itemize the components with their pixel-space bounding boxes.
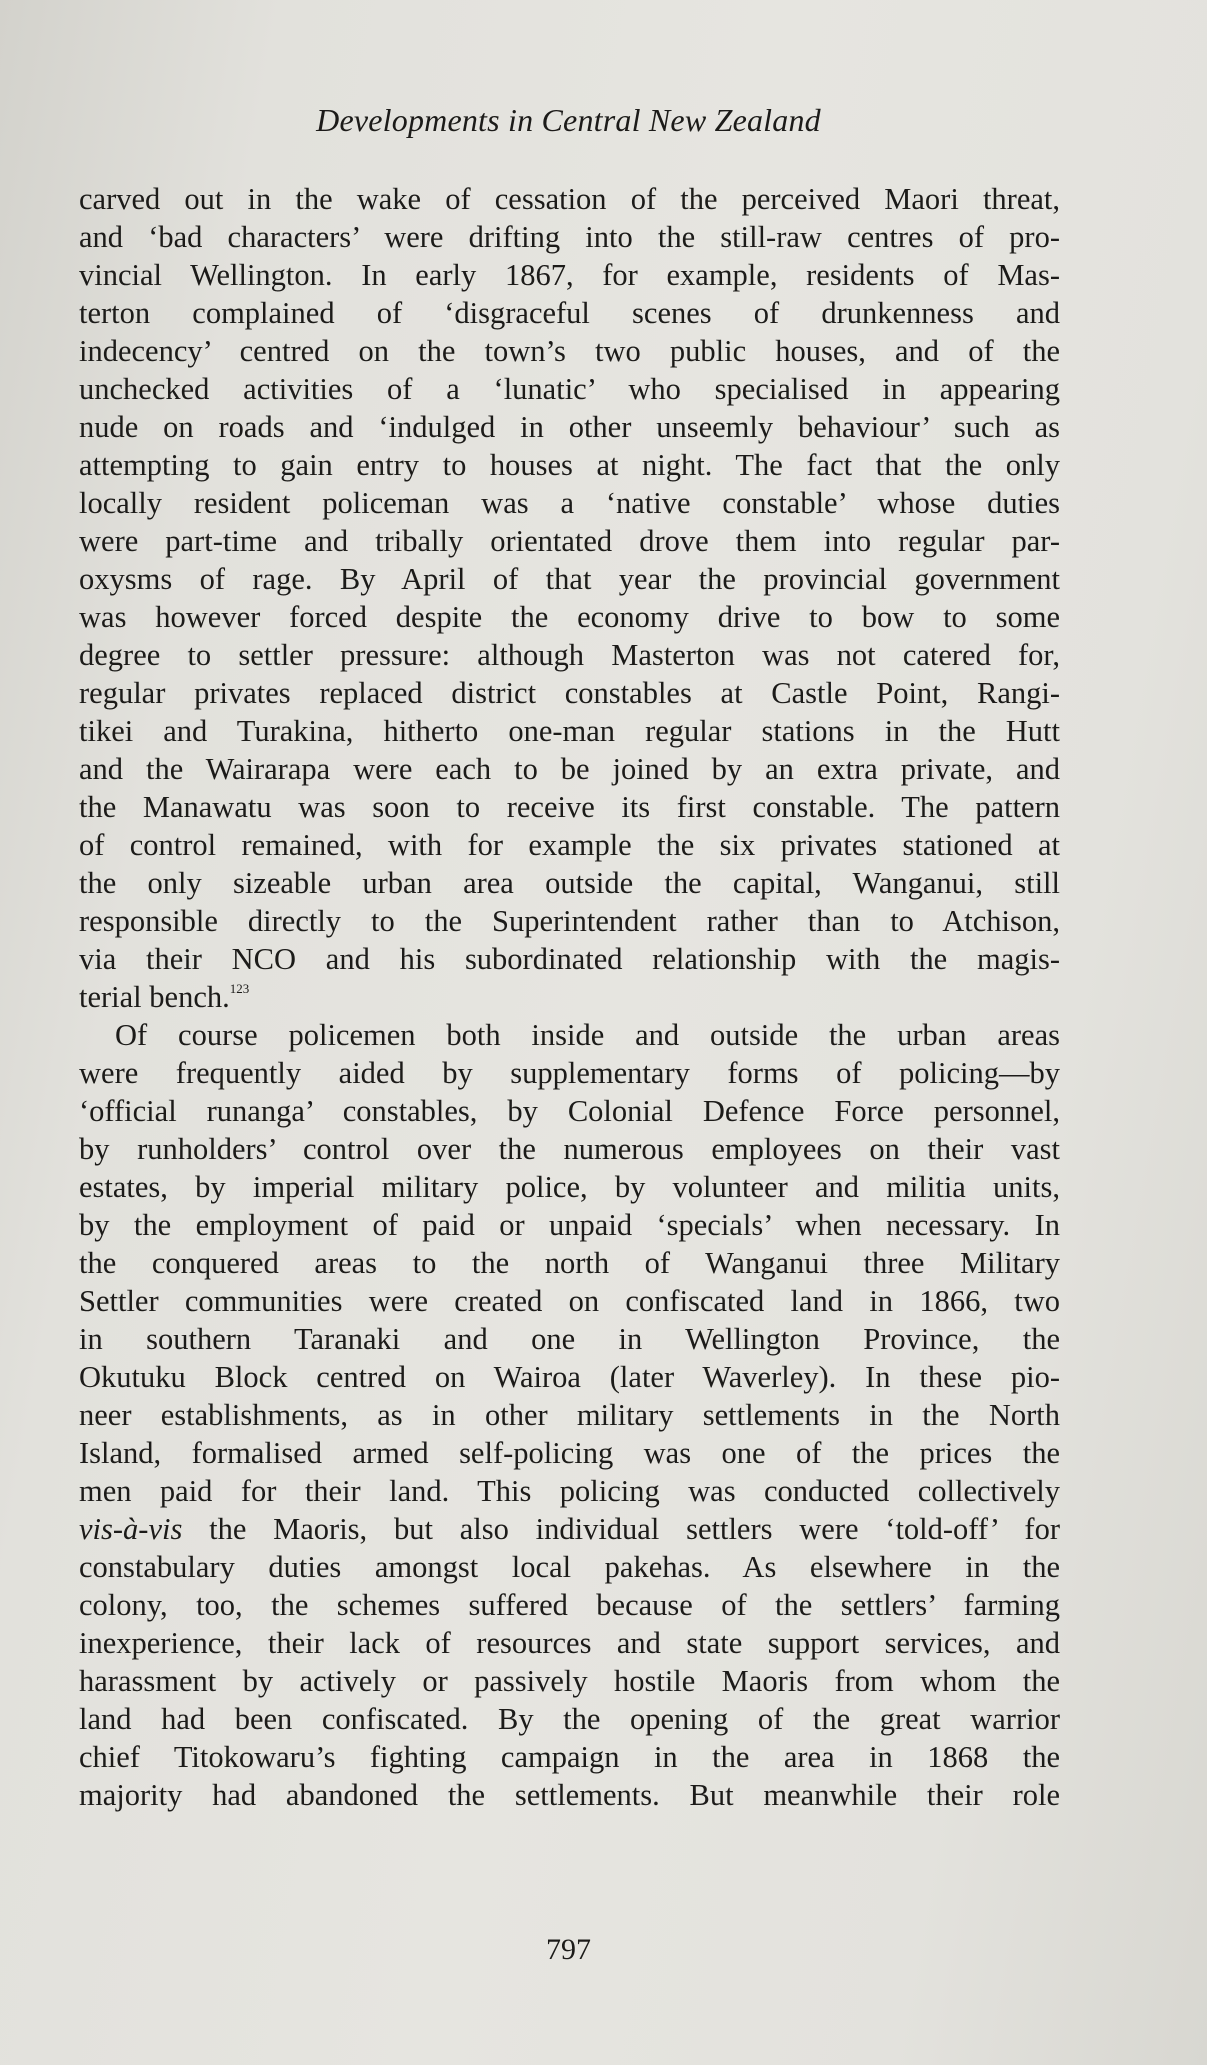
- text-line: Island, formalised armed self-policing was one of the prices the: [79, 1436, 1060, 1470]
- text-line: unchecked activities of a ‘lunatic’ who specialised in appearing: [79, 372, 1060, 406]
- running-head: Developments in Central New Zealand: [316, 102, 821, 138]
- text-line: colony, too, the schemes suffered because of the settlers’ farming: [79, 1588, 1060, 1622]
- text-line: majority had abandoned the settlements. But meanwhile their role: [79, 1778, 1060, 1812]
- text-line: regular privates replaced district constables at Castle Point, Rangi-: [79, 676, 1060, 710]
- text-line: vincial Wellington. In early 1867, for example, residents of Mas-: [79, 258, 1060, 292]
- text-line: [79, 978, 1060, 1016]
- text-line: inexperience, their lack of resources and state support services, and: [79, 1626, 1060, 1660]
- text-line: responsible directly to the Superintendent rather than to Atchison,: [79, 904, 1060, 938]
- text-line: locally resident policeman was a ‘native constable’ whose duties: [79, 486, 1060, 520]
- text-line: and ‘bad characters’ were drifting into the still-raw centres of pro-: [79, 220, 1060, 254]
- text-line: ‘official runanga’ constables, by Colonial Defence Force personnel,: [79, 1094, 1060, 1128]
- page-number: 797: [546, 1933, 591, 1966]
- text-line: of control remained, with for example the six privates stationed at: [79, 828, 1060, 862]
- italic-phrase: vis-à-vis: [79, 1512, 183, 1546]
- text-line: terton complained of ‘disgraceful scenes of drunkenness and: [79, 296, 1060, 330]
- body-text: [79, 180, 1060, 1814]
- text-line: constabulary duties amongst local pakehas. As elsewhere in the: [79, 1550, 1060, 1584]
- text-line: estates, by imperial military police, by volunteer and militia units,: [79, 1170, 1060, 1204]
- text-line: Of course policemen both inside and outside the urban areas: [115, 1018, 1060, 1052]
- text-fragment: the Maoris, but also individual settlers were ‘told-off’ for: [182, 1512, 1060, 1546]
- text-line: chief Titokowaru’s fighting campaign in the area in 1868 the: [79, 1740, 1060, 1774]
- text-line: Settler communities were created on confiscated land in 1866, two: [79, 1284, 1060, 1318]
- text-line: Okutuku Block centred on Wairoa (later Waverley). In these pio-: [79, 1360, 1060, 1394]
- text-line: carved out in the wake of cessation of the perceived Maori threat,: [79, 182, 1060, 216]
- text-line: neer establishments, as in other military settlements in the North: [79, 1398, 1060, 1432]
- text-line: degree to settler pressure: although Masterton was not catered for,: [79, 638, 1060, 672]
- text-line: [79, 1510, 1060, 1548]
- text-line: attempting to gain entry to houses at night. The fact that the only: [79, 448, 1060, 482]
- text-fragment: terial bench.: [79, 980, 230, 1014]
- text-line: the only sizeable urban area outside the capital, Wanganui, still: [79, 866, 1060, 900]
- text-line: land had been confiscated. By the opening of the great warrior: [79, 1702, 1060, 1736]
- text-line: were frequently aided by supplementary forms of policing—by: [79, 1056, 1060, 1090]
- text-line: via their NCO and his subordinated relationship with the magis-: [79, 942, 1060, 976]
- text-line: tikei and Turakina, hitherto one-man regular stations in the Hutt: [79, 714, 1060, 748]
- text-line: oxysms of rage. By April of that year the provincial government: [79, 562, 1060, 596]
- paragraph-1: [79, 180, 1060, 1016]
- text-line: the Manawatu was soon to receive its first constable. The pattern: [79, 790, 1060, 824]
- text-line: the conquered areas to the north of Wanganui three Military: [79, 1246, 1060, 1280]
- paragraph-2: [79, 1016, 1060, 1814]
- text-line: in southern Taranaki and one in Wellington Province, the: [79, 1322, 1060, 1356]
- text-line: by runholders’ control over the numerous employees on their vast: [79, 1132, 1060, 1166]
- text-line: by the employment of paid or unpaid ‘specials’ when necessary. In: [79, 1208, 1060, 1242]
- footnote-reference: 123: [229, 981, 250, 996]
- text-line: men paid for their land. This policing was conducted collectively: [79, 1474, 1060, 1508]
- text-line: were part-time and tribally orientated drove them into regular par-: [79, 524, 1060, 558]
- text-line: was however forced despite the economy drive to bow to some: [79, 600, 1060, 634]
- text-line: and the Wairarapa were each to be joined by an extra private, and: [79, 752, 1060, 786]
- text-line: harassment by actively or passively hostile Maoris from whom the: [79, 1664, 1060, 1698]
- text-line: nude on roads and ‘indulged in other unseemly behaviour’ such as: [79, 410, 1060, 444]
- text-line: indecency’ centred on the town’s two public houses, and of the: [79, 334, 1060, 368]
